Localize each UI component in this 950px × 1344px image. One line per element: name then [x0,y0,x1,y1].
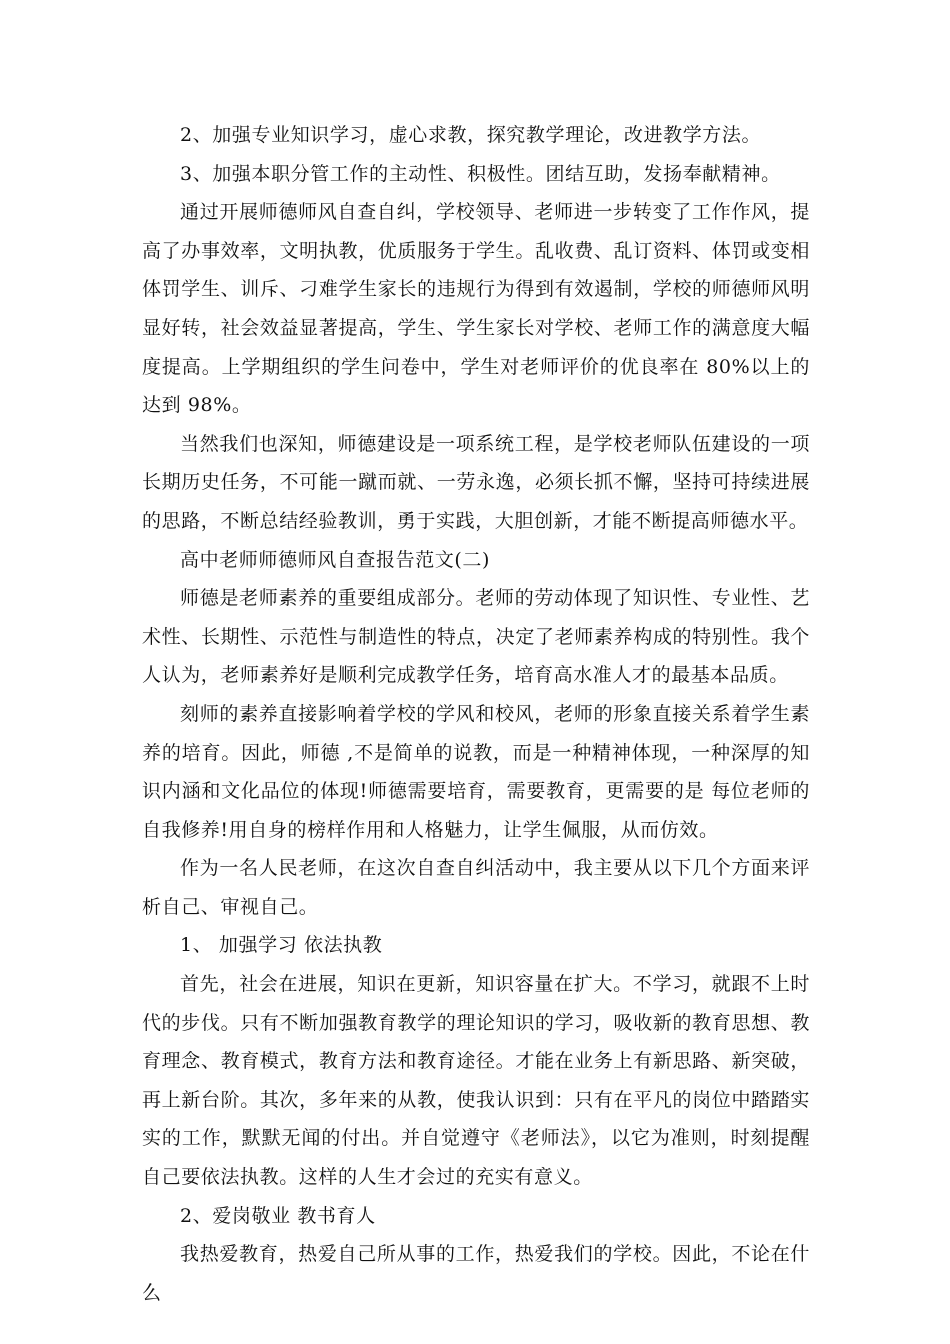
paragraph-self-evaluation: 作为一名人民老师，在这次自查自纠活动中，我主要从以下几个方面来评析自己、审视自己。 [142,857,810,918]
heading-love-job: 2、爱岗敬业 教书育人 [180,1204,376,1227]
heading-study-law: 1、 加强学习 依法执教 [180,934,383,957]
paragraph-item-2: 2、加强专业知识学习，虚心求教，探究教学理论，改进教学方法。 [180,124,762,146]
paragraph-self-check-result: 通过开展师德师风自查自纠，学校领导、老师进一步转变了工作作风，提高了办事效率，文明执教，优质服务于学生。乱收费、乱订资料、体罚或变相体罚学生、训斥、刁难学生家长的违规行为得到有效遏制，学校的师德师风明显好转，社会效益显著提高，学生、学生家长对学校、老师工作的满意度大幅度提高。上学期组织的学生问卷中，学生对老师评价的优良率在 80%以上的达到 98%。 [142,201,810,417]
paragraph-love-job: 我热爱教育，热爱自己所从事的工作，热爱我们的学校。因此，不论在什么 [142,1243,810,1304]
paragraph-long-term-task: 当然我们也深知，师德建设是一项系统工程，是学校老师队伍建设的一项长期历史任务，不可能一蹴而就、一劳永逸，必须长抓不懈，坚持可持续进展的思路，不断总结经验教训，勇于实践，大胆创新，才能不断提高师德水平。 [142,432,810,532]
section-title-report-two: 高中老师师德师风自查报告范文(二) [180,548,491,571]
paragraph-teacher-ethics: 师德是老师素养的重要组成部分。老师的劳动体现了知识性、专业性、艺术性、长期性、示范性与制造性的特点，决定了老师素养构成的特别性。我个人认为，老师素养好是顺利完成教学任务，培育高水准人才的最基本品质。 [142,587,810,687]
paragraph-item-3: 3、加强本职分管工作的主动性、积极性。团结互助，发扬奉献精神。 [180,162,781,185]
paragraph-teacher-quality: 刻师的素养直接影响着学校的学风和校风，老师的形象直接关系着学生素养的培育。因此，师德 ,不是简单的说教，而是一种精神体现，一种深厚的知识内涵和文化品位的体现!师德需要培育，需要教育，更需要的是 每位老师的自我修养!用自身的榜样作用和人格魅力，让学生佩服，从而仿效。 [142,702,810,841]
paragraph-study-law: 首先，社会在进展，知识在更新，知识容量在扩大。不学习，就跟不上时代的步伐。只有不断加强教育教学的理论知识的学习，吸收新的教育思想、教育理念、教育模式，教育方法和教育途径。才能在业务上有新思路、新突破，再上新台阶。其次，多年来的从教，使我认识到：只有在平凡的岗位中踏踏实实的工作，默默无闻的付出。并自觉遵守《老师法》，以它为准则，时刻提醒自己要依法执教。这样的人生才会过的充实有意义。 [142,973,810,1189]
document-body [142,116,810,1312]
